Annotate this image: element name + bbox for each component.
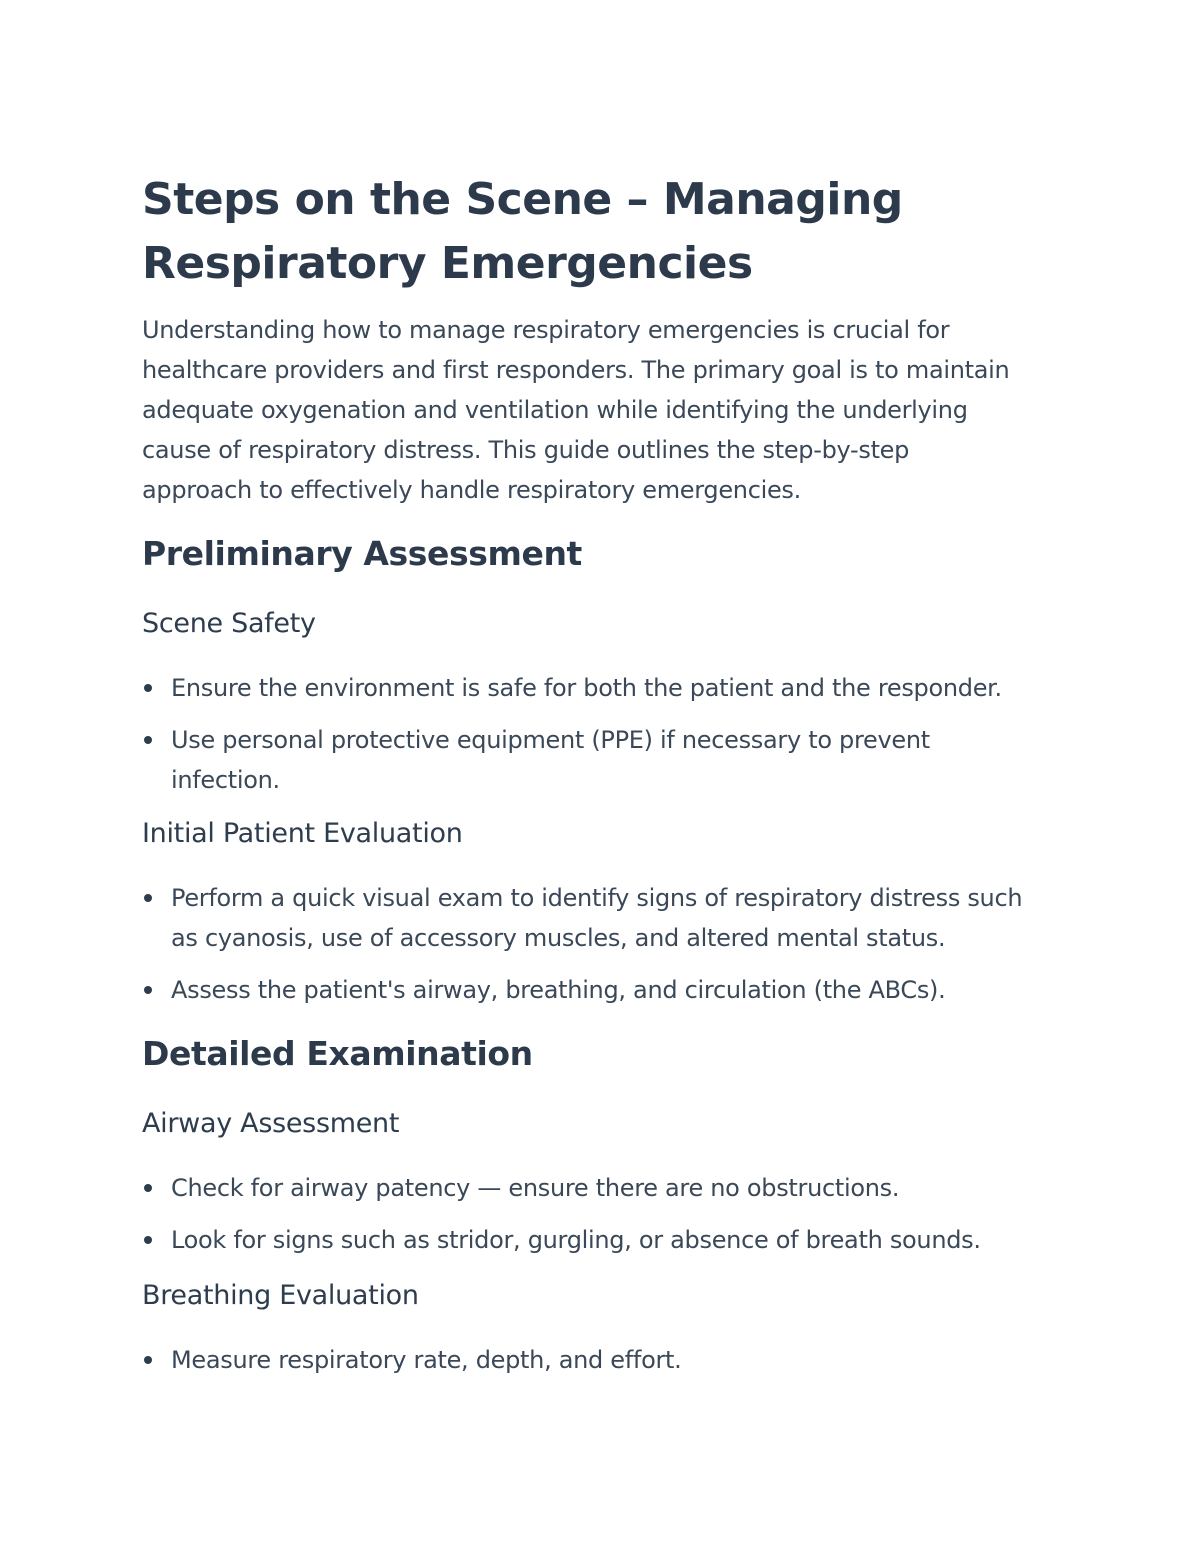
list-item-line: as cyanosis, use of accessory muscles, and altered mental status. — [171, 924, 946, 952]
list-item — [142, 720, 1072, 800]
intro-line: healthcare providers and first responders. The primary goal is to maintain — [142, 356, 1010, 384]
list-item-line: Measure respiratory rate, depth, and effort. — [171, 1346, 682, 1374]
subsection-heading-scene-safety: Scene Safety — [142, 608, 316, 639]
list-item — [142, 878, 1072, 958]
intro-line: approach to effectively handle respiratory emergencies. — [142, 476, 801, 504]
intro-line: adequate oxygenation and ventilation while identifying the underlying — [142, 396, 968, 424]
initial-evaluation-list — [142, 970, 1072, 1010]
bullet-icon — [144, 1356, 152, 1364]
list-item-line: Look for signs such as stridor, gurgling, or absence of breath sounds. — [171, 1226, 981, 1254]
list-item-line: Assess the patient's airway, breathing, and circulation (the ABCs). — [171, 976, 946, 1004]
list-item-line: infection. — [171, 766, 280, 794]
bullet-icon — [144, 684, 152, 692]
section-heading-detailed: Detailed Examination — [142, 1034, 533, 1073]
intro-line: Understanding how to manage respiratory emergencies is crucial for — [142, 316, 950, 344]
airway-list — [142, 1220, 1072, 1260]
initial-evaluation-list — [142, 878, 1072, 958]
section-heading-preliminary: Preliminary Assessment — [142, 534, 582, 573]
list-item-line: Ensure the environment is safe for both the patient and the responder. — [171, 674, 1002, 702]
intro-line: cause of respiratory distress. This guide outlines the step-by-step — [142, 436, 910, 464]
subsection-heading-initial-evaluation: Initial Patient Evaluation — [142, 818, 463, 849]
list-item-line: Perform a quick visual exam to identify signs of respiratory distress such — [171, 884, 1023, 912]
subsection-heading-airway: Airway Assessment — [142, 1108, 400, 1139]
subsection-heading-breathing: Breathing Evaluation — [142, 1280, 419, 1311]
list-item-line: Check for airway patency — ensure there are no obstructions. — [171, 1174, 900, 1202]
scene-safety-list — [142, 668, 1072, 708]
intro-paragraph — [142, 310, 1009, 510]
page-title-line: Steps on the Scene – Managing — [142, 174, 903, 225]
bullet-icon — [144, 894, 152, 902]
breathing-list — [142, 1340, 1072, 1380]
airway-list — [142, 1168, 1072, 1208]
bullet-icon — [144, 1236, 152, 1244]
page-title-line: Respiratory Emergencies — [142, 238, 753, 289]
list-item — [142, 970, 1072, 1010]
list-item — [142, 1220, 1072, 1260]
bullet-icon — [144, 986, 152, 994]
list-item-line: Use personal protective equipment (PPE) if necessary to prevent — [171, 726, 930, 754]
list-item — [142, 668, 1072, 708]
bullet-icon — [144, 736, 152, 744]
list-item — [142, 1340, 1072, 1380]
bullet-icon — [144, 1184, 152, 1192]
scene-safety-list — [142, 720, 1072, 800]
page-title — [142, 168, 903, 296]
list-item — [142, 1168, 1072, 1208]
